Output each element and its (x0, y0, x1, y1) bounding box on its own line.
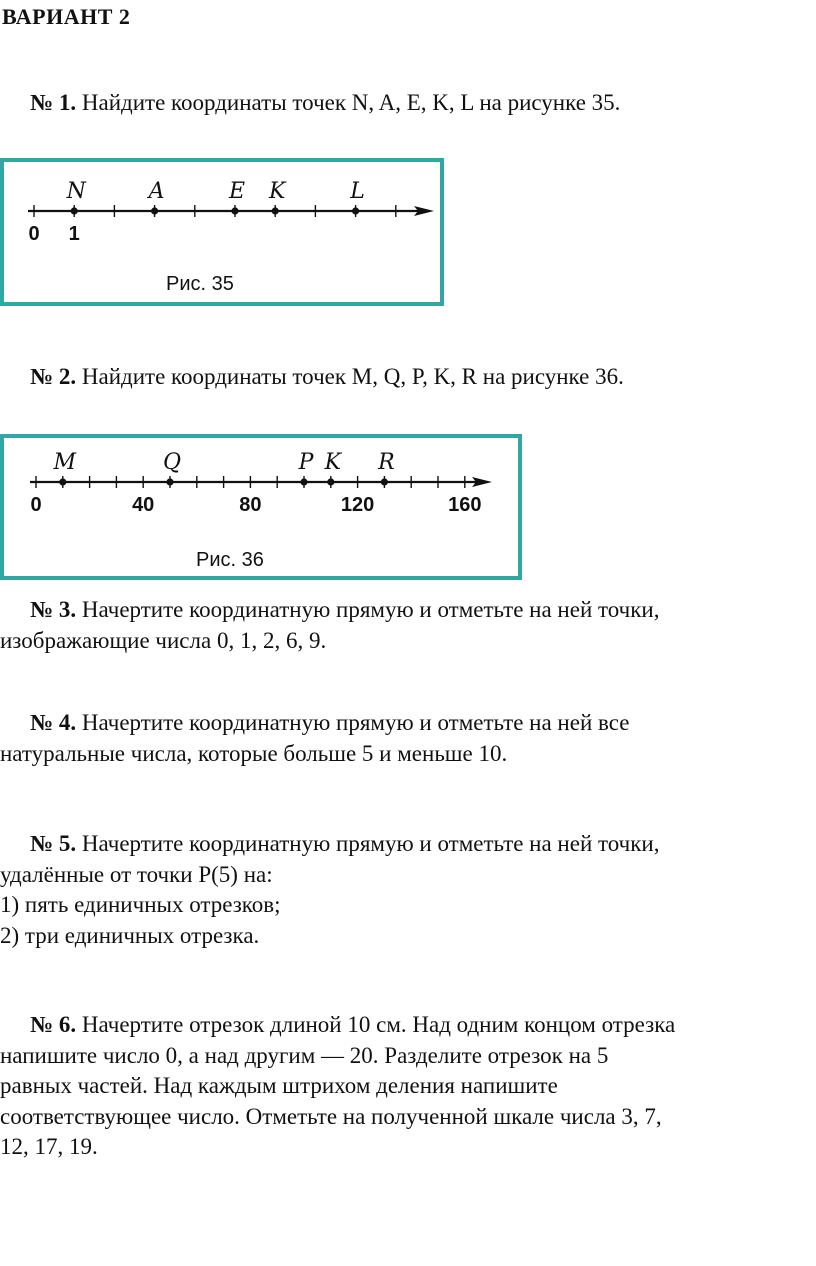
task-2 (0, 362, 814, 393)
task-text: Найдите координаты точек M, Q, P, K, R на рисунке 36. (81, 364, 624, 389)
task-text: натуральные числа, которые больше 5 и меньше 10. (0, 740, 508, 766)
task-text: равных частей. Над каждым штрихом деления напишите (0, 1073, 558, 1098)
point-label: N (66, 179, 86, 204)
task-text: удалённые от точки P(5) на: (0, 861, 273, 887)
point-label: P (298, 450, 314, 475)
task-number: № 5. (30, 831, 77, 856)
point-label: Q (162, 450, 182, 475)
number-line-35 (4, 162, 440, 302)
figure-36 (0, 434, 522, 580)
task-text: Найдите координаты точек N, A, E, K, L на рисунке 35. (81, 90, 621, 115)
point-dot (166, 478, 173, 485)
tick-label: 0 (30, 494, 42, 516)
task-number: № 1. (30, 90, 77, 115)
point-dot (327, 478, 334, 485)
point-label: E (228, 179, 246, 204)
task-text: Начертите координатную прямую и отметьте на ней все (81, 710, 630, 735)
task-text: 2) три единичных отрезка. (0, 922, 260, 948)
task-text: Начертите отрезок длиной 10 см. Над одним концом отрезка (81, 1012, 676, 1037)
number-line-36 (4, 438, 518, 576)
point-dot (59, 478, 66, 485)
task-1 (0, 88, 814, 119)
task-5 (0, 829, 814, 951)
point-dot (272, 207, 279, 214)
point-label: K (268, 179, 286, 204)
tick-label: 1 (68, 223, 80, 245)
tick-label: 80 (239, 494, 262, 516)
tick-label: 160 (448, 494, 482, 516)
figure-caption: Рис. 36 (196, 549, 264, 571)
point-dot (71, 207, 78, 214)
point-label: L (350, 179, 365, 204)
task-text: 12, 17, 19. (0, 1134, 98, 1159)
point-label: A (148, 179, 165, 204)
task-text: соответствующее число. Отметьте на полученной шкале числа 3, 7, (0, 1103, 662, 1129)
task-number: № 3. (30, 597, 77, 622)
figure-caption: Рис. 35 (166, 273, 234, 295)
task-text: Начертите координатную прямую и отметьте на ней точки, (81, 597, 660, 622)
tick-label: 40 (132, 494, 155, 516)
task-4 (0, 708, 814, 769)
point-label: M (53, 450, 77, 475)
task-text: 1) пять единичных отрезков; (0, 892, 281, 917)
task-number: № 2. (30, 364, 77, 389)
task-3 (0, 595, 814, 656)
page-title: ВАРИАНТ 2 (2, 4, 131, 29)
point-dot (300, 478, 307, 485)
point-dot (352, 207, 359, 214)
point-label: K (324, 450, 342, 475)
tick-label: 0 (28, 223, 40, 245)
task-text: изображающие числа 0, 1, 2, 6, 9. (0, 627, 327, 653)
task-number: № 6. (30, 1012, 77, 1037)
task-text: Начертите координатную прямую и отметьте на ней точки, (81, 831, 660, 856)
point-dot (381, 478, 388, 485)
point-dot (151, 207, 158, 214)
point-label: R (378, 450, 395, 475)
tick-label: 120 (340, 494, 375, 516)
task-number: № 4. (30, 710, 77, 735)
figure-35 (0, 158, 444, 306)
task-6 (0, 1010, 814, 1163)
task-text: напишите число 0, а над другим — 20. Разделите отрезок на 5 (0, 1042, 609, 1068)
point-dot (231, 207, 238, 214)
